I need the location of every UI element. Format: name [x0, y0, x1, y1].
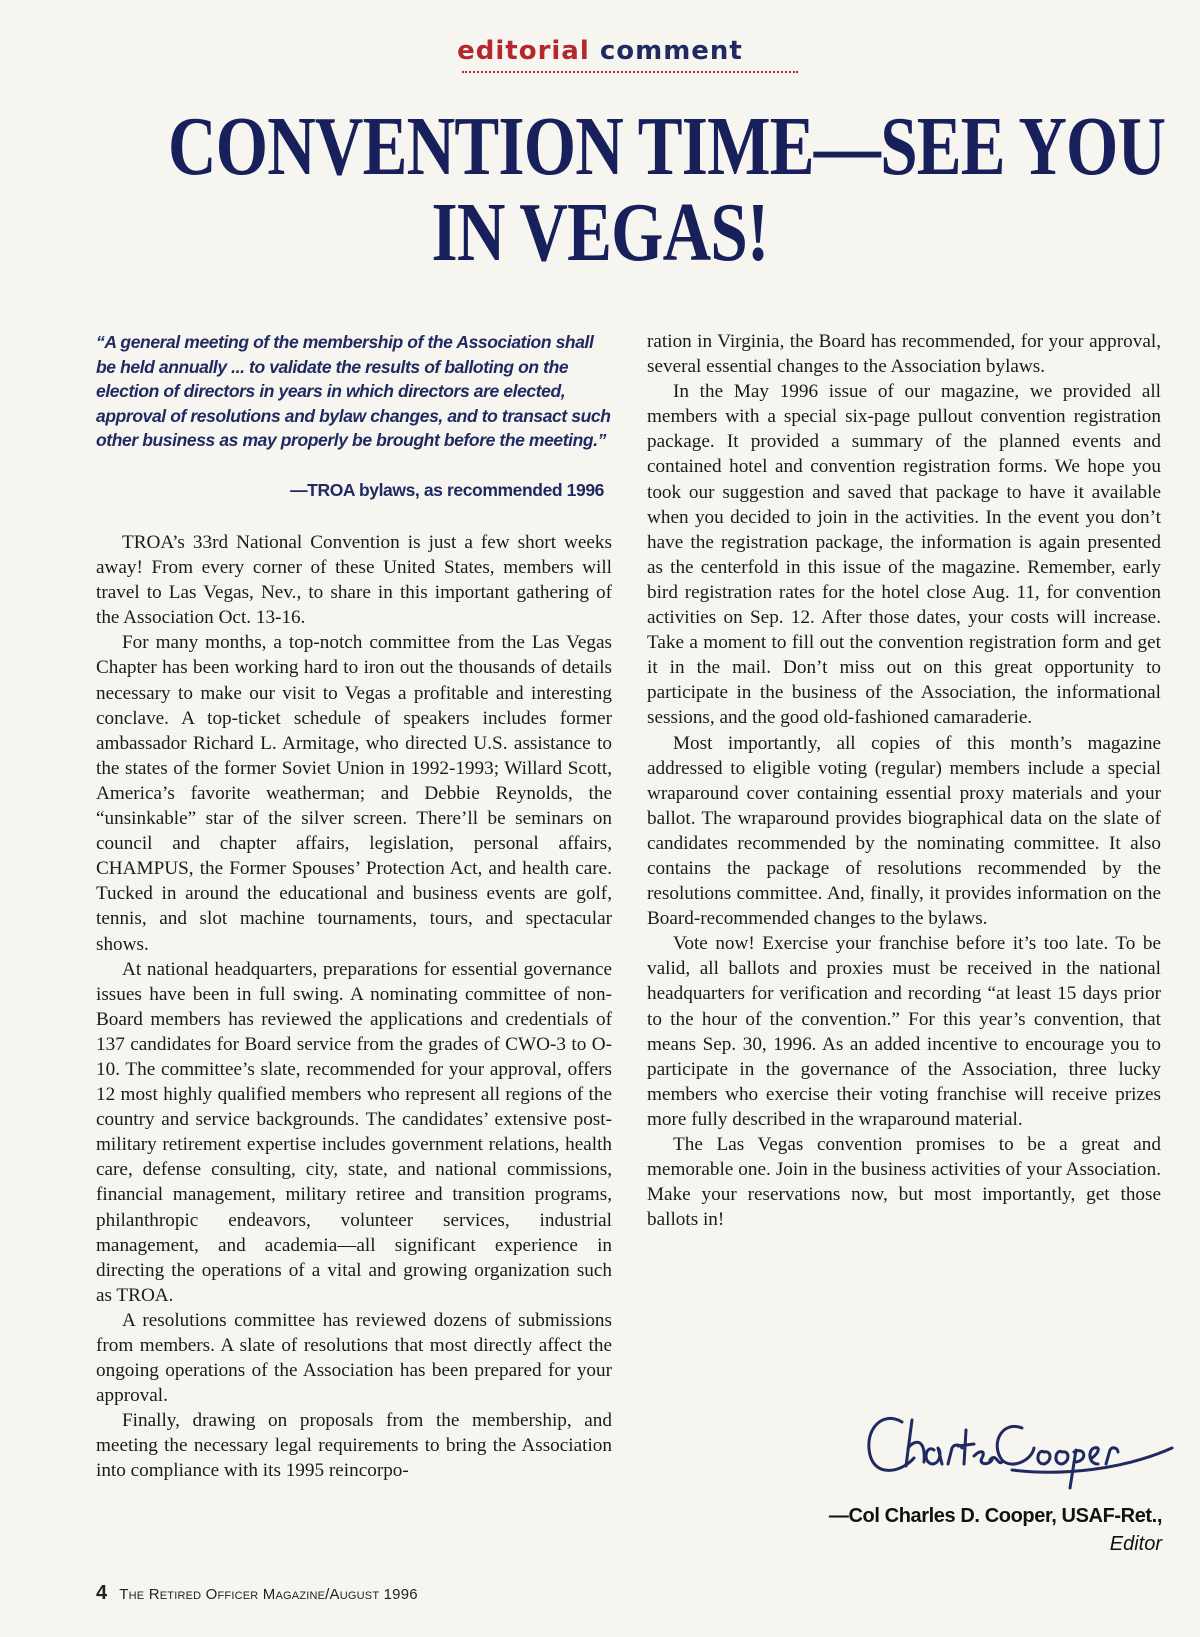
kicker-dotted-rule: [462, 71, 798, 73]
body-paragraph: The Las Vegas convention promises to be a great and memorable one. Join in the business activities of your Association. Make your reservations now, but most importantly, get those ballots in!: [647, 1134, 1161, 1231]
body-paragraph: Finally, drawing on proposals from the membership, and meeting the necessary legal requirements to bring the Association into compliance with its 1995 reincorpo-: [96, 1410, 612, 1482]
handwritten-signature: [862, 1400, 1182, 1495]
body-column-right: [647, 329, 1161, 1232]
signoff-name: —Col Charles D. Cooper, USAF-Ret.,: [828, 1505, 1162, 1527]
headline: [168, 100, 1166, 279]
page-number: 4: [96, 1582, 108, 1604]
body-paragraph: A resolutions committee has reviewed dozens of submissions from members. A slate of resolutions that most directly affect the ongoing operations of the Association has been prepared for your approval.: [96, 1309, 612, 1407]
body-column-left: [96, 530, 612, 1484]
kicker-word-editorial: editorial: [457, 36, 590, 66]
page-footer: [96, 1582, 418, 1605]
epigraph-quote: “A general meeting of the membership of the Association shall be held annually ... to validate the results of balloting on the election of directors in years in which directors are elected, approval of resolutions and bylaw changes, and to transact such other business as may properly be brought before the meeting.”: [96, 332, 611, 450]
body-paragraph: In the May 1996 issue of our magazine, we provided all members with a special six-page pullout convention registration package. It provided a summary of the planned events and contained hotel and convention registration forms. We hope you took our suggestion and saved that package to have it available when you decided to join in the activities. In the event you don’t have the registration package, the information is again presented as the centerfold in this issue of the magazine. Remember, early bird registration rates for the hotel close Aug. 11, for convention activities on Sep. 12. After those dates, your costs will increase. Take a moment to fill out the convention registration form and get it in the mail. Don’t miss out on this great opportunity to participate in the business of the Association, the informational sessions, and the good old-fashioned camaraderie.: [647, 381, 1161, 729]
body-paragraph: Most importantly, all copies of this month’s magazine addressed to eligible voting (regular) members include a special wraparound cover containing essential proxy materials and your ballot. The wraparound provides biographical data on the slate of candidates recommended by the nominating committee. It also contains the package of resolutions recommended by the resolutions committee. And, finally, it provides information on the Board-recommended changes to the bylaws.: [647, 732, 1161, 930]
body-paragraph: Vote now! Exercise your franchise before it’s too late. To be valid, all ballots and proxies must be received in the national headquarters for verification and recording “at least 15 days prior to the hour of the convention.” For this year’s convention, that means Sep. 30, 1996. As an added incentive to encourage you to participate in the governance of the Association, three lucky members who exercise their voting franchise will receive prizes more fully described in the wraparound material.: [647, 933, 1161, 1130]
section-kicker: [0, 36, 1200, 66]
headline-line-1: CONVENTION TIME—SEE YOU: [168, 100, 1166, 193]
kicker-word-comment: comment: [599, 36, 743, 66]
body-paragraph: TROA’s 33rd National Convention is just a few short weeks away! From every corner of these United States, members will travel to Las Vegas, Nev., to share in this important gathering of the Association Oct. 13-16.: [96, 532, 612, 629]
epigraph-attribution: —TROA bylaws, as recommended 1996: [290, 480, 604, 500]
body-paragraph: For many months, a top-notch committee from the Las Vegas Chapter has been working hard to iron out the thousands of details necessary to make our visit to Vegas a profitable and interesting conclave. A top-ticket schedule of speakers includes former ambassador Richard L. Armitage, who directed U.S. assistance to the states of the former Soviet Union in 1992-1993; Willard Scott, America’s favorite weatherman; and Debbie Reynolds, the “unsinkable” star of the silver screen. There’ll be seminars on council and chapter affairs, legislation, personal affairs, CHAMPUS, the Former Spouses’ Protection Act, and health care. Tucked in around the educational and business events are golf, tennis, and slot machine tournaments, tours, and spectacular shows.: [96, 632, 612, 955]
signoff-title: Editor: [1109, 1533, 1162, 1555]
headline-line-2: IN VEGAS!: [431, 186, 769, 279]
body-paragraph-continued: ration in Virginia, the Board has recommended, for your approval, several essential changes to the Association bylaws.: [647, 331, 1161, 378]
publication-line: The Retired Officer Magazine/August 1996: [119, 1586, 418, 1603]
body-paragraph: At national headquarters, preparations for essential governance issues have been in full swing. A nominating committee of non-Board members has reviewed the applications and credentials of 137 candidates for Board service from the grades of CWO-3 to O-10. The committee’s slate, recommended for your approval, offers 12 most highly qualified members who represent all regions of the country and service backgrounds. The candidates’ extensive post-military retirement expertise includes government relations, health care, defense consulting, city, state, and national commissions, financial management, military retiree and transition programs, philanthropic endeavors, volunteer services, industrial management, and academia—all significant experience in directing the operations of a vital and growing organization such as TROA.: [96, 958, 612, 1306]
